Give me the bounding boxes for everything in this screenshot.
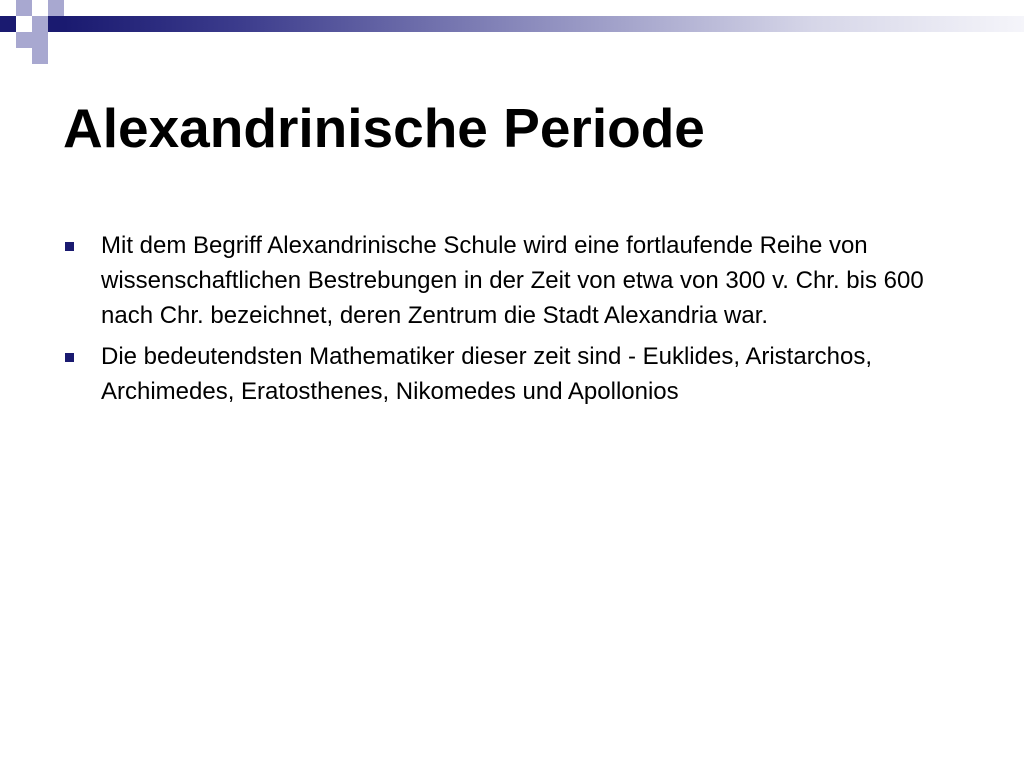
bullet-item [61,228,961,333]
decor-square [16,16,32,32]
decor-square [48,16,64,32]
slide-title: Alexandrinische Periode [63,97,705,159]
decor-square [16,0,32,16]
header-gradient-bar [64,16,1024,32]
bullet-text: Die bedeutendsten Mathematiker dieser zeit sind - Euklides, Aristarchos, Archimedes, Eratosthenes, Nikomedes und Apollonios [101,343,873,405]
bullet-item [61,339,961,409]
decor-square [32,16,48,32]
decor-square [32,32,48,48]
decor-square [32,48,48,64]
bullet-list [61,228,961,415]
decorative-squares [0,0,80,64]
bullet-text: Mit dem Begriff Alexandrinische Schule wird eine fortlaufende Reihe von wissenschaftlichen Bestrebungen in der Zeit von etwa von 300 v. Chr. bis 600 nach Chr. bezeichnet, deren Zentrum die Stadt Alexandria war. [101,232,924,329]
square-bullet-icon [65,242,74,251]
decor-square [48,0,64,16]
decor-square [16,32,32,48]
decor-square [0,16,16,32]
square-bullet-icon [65,353,74,362]
